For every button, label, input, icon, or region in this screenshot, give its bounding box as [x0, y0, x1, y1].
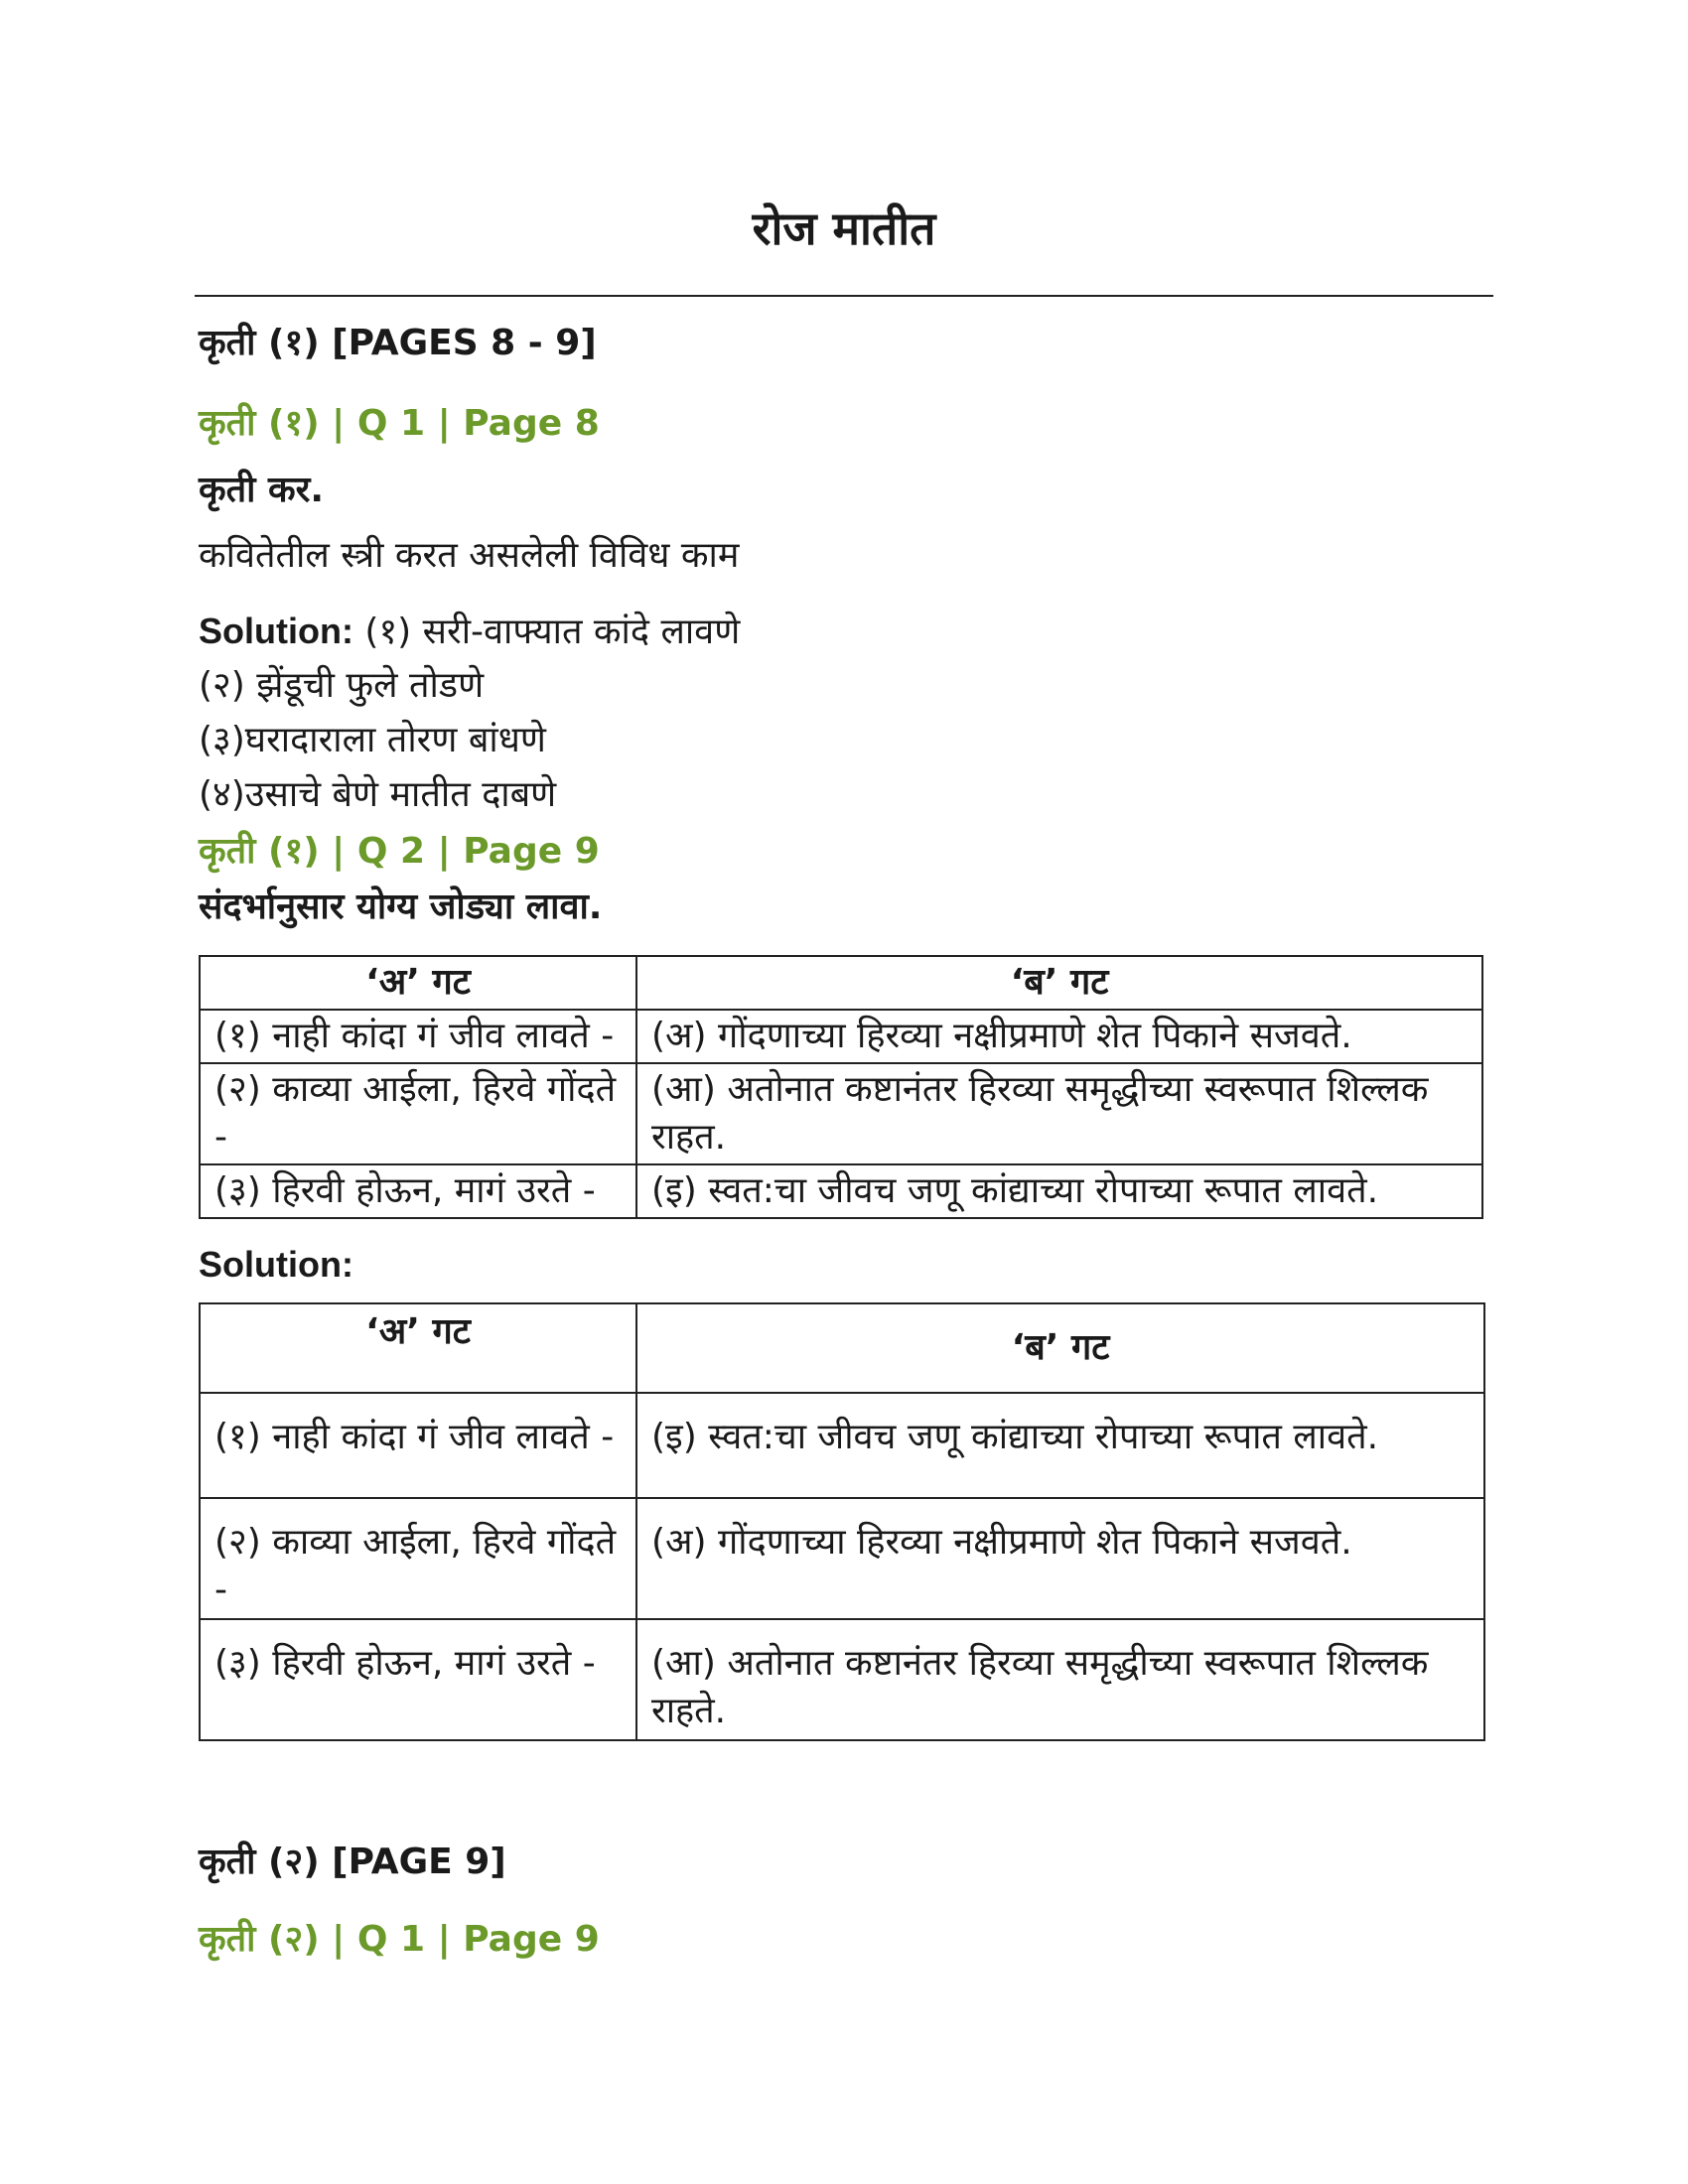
table-cell: (अ) गोंदणाच्या हिरव्या नक्षीप्रमाणे शेत पिकाने सजवते. [636, 1010, 1482, 1063]
answer-item: (४)उसाचे बेणे मातीत दाबणे [199, 774, 557, 815]
table-cell: (२) काव्या आईला, हिरवे गोंदते - [200, 1063, 636, 1164]
table-cell: (३) हिरवी होऊन, मागं उरते - [200, 1619, 636, 1740]
table-row [200, 1063, 1482, 1164]
column-header: ‘अ’ गट [200, 1303, 636, 1393]
table-cell: (आ) अतोनात कष्टानंतर हिरव्या समृद्धीच्या स्वरूपात शिल्लक राहते. [636, 1619, 1484, 1740]
table-cell: (इ) स्वत:चा जीवच जणू कांद्याच्या रोपाच्या रूपात लावते. [636, 1164, 1482, 1218]
table-cell: (अ) गोंदणाच्या हिरव्या नक्षीप्रमाणे शेत पिकाने सजवते. [636, 1498, 1484, 1619]
table-cell: (१) नाही कांदा गं जीव लावते - [200, 1010, 636, 1063]
q1-instruction: कृती कर. [199, 470, 325, 510]
q2-link[interactable]: कृती (१) | Q 2 | Page 9 [199, 831, 600, 872]
q1-question: कवितेतील स्त्री करत असलेली विविध काम [199, 535, 740, 576]
column-header: ‘ब’ गट [636, 1303, 1484, 1393]
table-cell: (३) हिरवी होऊन, मागं उरते - [200, 1164, 636, 1218]
kruti2-heading: कृती (२) [PAGE 9] [199, 1842, 506, 1882]
match-solution-table [199, 1302, 1485, 1741]
title-divider [195, 295, 1493, 297]
table-row [200, 1498, 1484, 1619]
table-row [200, 1164, 1482, 1218]
table-header-row [200, 1303, 1484, 1393]
kruti1-heading: कृती (१) [PAGES 8 - 9] [199, 323, 597, 363]
q1-solution-line [199, 608, 1489, 656]
table-cell: (आ) अतोनात कष्टानंतर हिरव्या समृद्धीच्या स्वरूपात शिल्लक राहत. [636, 1063, 1482, 1164]
q2-solution-label: Solution: [199, 1244, 353, 1285]
answer-item: (३)घरादाराला तोरण बांधणे [199, 720, 546, 760]
table-header-row [200, 956, 1482, 1010]
q1-link[interactable]: कृती (१) | Q 1 | Page 8 [199, 403, 600, 444]
answer-item: (२) झेंडूची फुले तोडणे [199, 665, 485, 706]
match-question-table [199, 955, 1483, 1219]
answer-item: (१) सरी-वाफ्यात कांदे लावणे [364, 612, 741, 652]
column-header: ‘ब’ गट [636, 956, 1482, 1010]
table-cell: (२) काव्या आईला, हिरवे गोंदते - [200, 1498, 636, 1619]
k2q1-link[interactable]: कृती (२) | Q 1 | Page 9 [199, 1919, 600, 1960]
column-header: ‘अ’ गट [200, 956, 636, 1010]
table-row [200, 1010, 1482, 1063]
table-row [200, 1619, 1484, 1740]
q2-instruction: संदर्भानुसार योग्य जोड्या लावा. [199, 887, 603, 927]
table-cell: (१) नाही कांदा गं जीव लावते - [200, 1393, 636, 1498]
table-row [200, 1393, 1484, 1498]
solution-label: Solution: [199, 611, 353, 651]
page-title: रोज मातीत [752, 202, 936, 255]
table-cell: (इ) स्वत:चा जीवच जणू कांद्याच्या रोपाच्या रूपात लावते. [636, 1393, 1484, 1498]
